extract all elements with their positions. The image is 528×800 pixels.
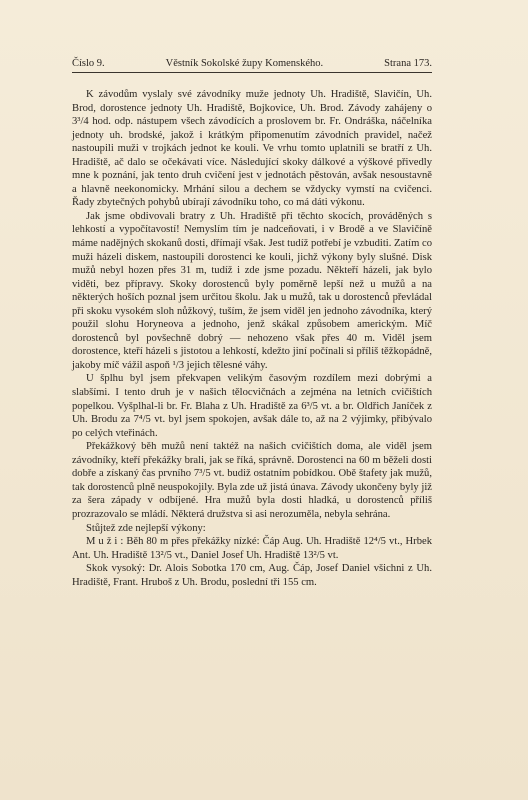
paragraph: M u ž i : Běh 80 m přes překážky nízké: Čáp Aug. Uh. Hradiště 12⁴/5 vt., Hrbek Ant. Uh. Hradiště 13²/5 vt., Daniel Josef Uh. Hradiště 13²/5 vt. <box>72 536 432 561</box>
paragraph: U šplhu byl jsem překvapen velikým časovým rozdílem mezi dobrými a slabšími. I tento druh je v našich tělocvičnách a zejména na letních cvičištích popelkou. Vyšplhal-li br. Fr. Blaha z Uh. Hradiště za 6³/5 vt. a br. Oldřich Janíček z Uh. Brodu za 7⁴/5 vt. byl jsem spokojen, avšak dále to, až na 2 výjimky, přibývalo po celých vteřinách. <box>72 373 432 439</box>
page-header <box>72 58 432 73</box>
page-number: Strana 173. <box>384 58 432 69</box>
paragraph: Jak jsme obdivovali bratry z Uh. Hradiště při těchto skocích, prováděných s lehkostí a vypočítavostí! Nemyslím tím je nadceňovati, i v Brodě a ve Slavičíně máme nadějných skokanů dosti, dřímají však. Jest tudíž potřebí je vzbuditi. Zatím co muži házeli diskem, nastoupili dorostenci ke kouli, jichž výkony byly slušné. Disk mužů nebyl hozen přes 31 m, tudíž i zde jsme pozadu. Někteří házeli, jak bylo viděti, bez přípravy. Skoky dorostenců byly poměrně lepší než u mužů a na některých hoších poznal jsem určitou školu. Jak u mužů, tak u dorostenců převládal při skoku vysokém sloh nůžkový, tuším, že jsem viděl jen jednoho závodníka, který použil slohu Horyneova a jednoho, jenž skákal způsobem americkým. Míč dorostenců byl povšechně dobrý — nehozeno však přes 40 m. Viděl jsem dorostence, kteří házeli s jistotou a lehkostí, kdežto jiní počínali si příliš těžkopádně, jakoby míč vážil aspoň ¹/3 jejich tělesné váhy. <box>72 210 432 371</box>
article-body <box>72 88 432 589</box>
publication-title: Věstník Sokolské župy Komenského. <box>165 58 324 69</box>
paragraph: Skok vysoký: Dr. Alois Sobotka 170 cm, Aug. Čáp, Josef Daniel všichni z Uh. Hradiště, Frant. Hruboš z Uh. Brodu, poslední tři 155 cm. <box>72 563 432 588</box>
issue-number: Číslo 9. <box>72 58 105 69</box>
paragraph: Stůjtež zde nejlepší výkony: <box>86 522 206 534</box>
paragraph: K závodům vyslaly své závodníky muže jednoty Uh. Hradiště, Slavičín, Uh. Brod, dorostence jednoty Uh. Hradiště, Bojkovice, Uh. Brod. Závody zahájeny o 3³/4 hod. odp. nástupem všech závodících a proslovem br. Fr. Ondráška, náčelníka jednoty uh. brodské, jakož i krátkým připomenutím závodních pravidel, načež nastoupili muži v trojkách jednot ke kouli. Ve vrhu tomto uplatnili se bratří z Uh. Hradiště, ač dalo se očekávati více. Následující skoky dálkové a výškové přivedly mne k poznání, jak tento druh cvičení jest v jednotách pěstován, avšak nesoustavně a hlavně neekonomicky. Mrhání silou a dechem se vždycky vymstí na cvičenci. Řady zbytečných pohybů ubírají závodníku toho, co má dáti výkonu. <box>72 89 432 209</box>
paragraph: Překážkový běh mužů není taktéž na našich cvičištích doma, ale viděl jsem závodníky, kteří překážky brali, jak se říká, správně. Dorostenci na 60 m běželi dosti dobře a získaný čas prvního 7³/5 vt. budiž ostatním pobídkou. Obě štafety jak mužů, tak dorostenců plně neuspokojily. Byla zde už jistá únava. Závody ukončeny byly již za šera západy v odbíjené. Hra mužů byla dosti hladká, u dorostenců příliš prozrazovalo se mládí. Některá družstva si asi nerozuměla, nebyla sehrána. <box>72 441 432 520</box>
